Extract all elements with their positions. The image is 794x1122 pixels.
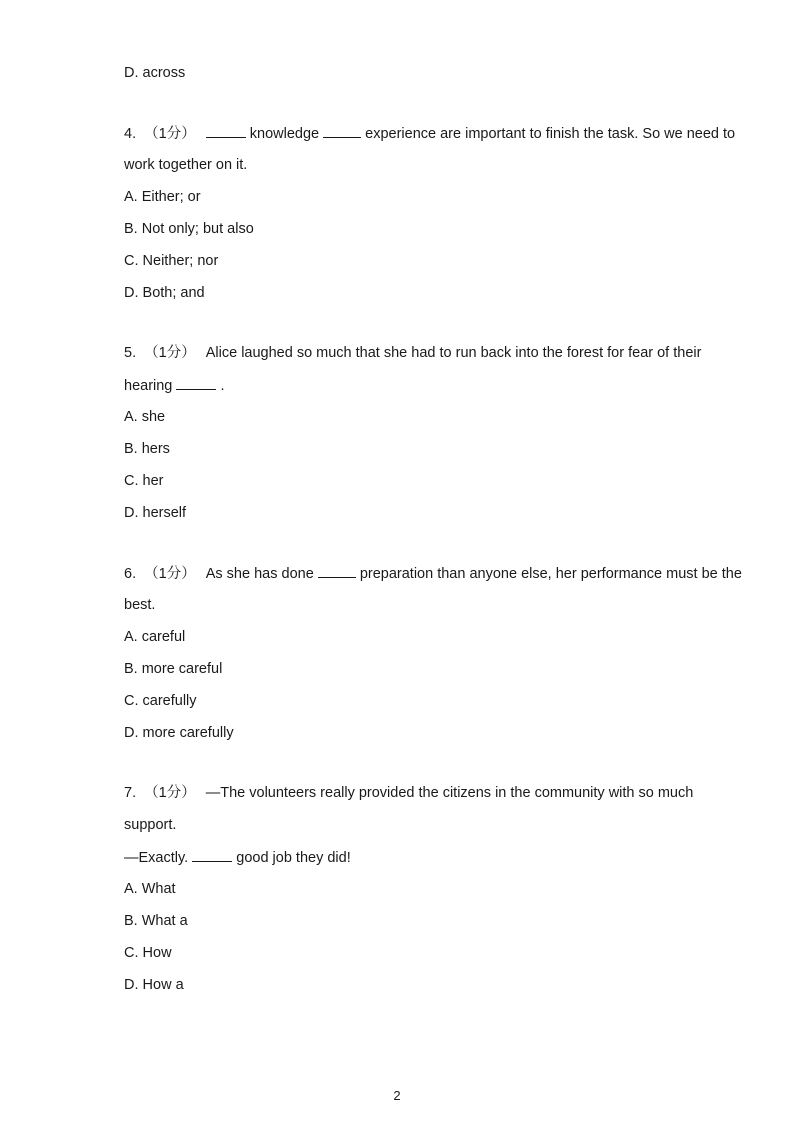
question-7-option-b: B. What a	[124, 913, 188, 929]
page-number: 2	[393, 1088, 401, 1103]
question-5-option-d: D. herself	[124, 505, 187, 521]
question-7-stem-line2: support.	[124, 817, 177, 833]
question-7-option-d: D. How a	[124, 977, 184, 993]
answer-blank	[192, 847, 232, 862]
question-6-stem-line1	[124, 563, 742, 584]
answer-blank	[318, 563, 356, 578]
question-number: 7.	[124, 785, 137, 801]
question-6-option-c: C. carefully	[124, 693, 197, 709]
question-6-option-a: A. careful	[124, 629, 186, 645]
question-score: （1分）	[144, 126, 196, 142]
question-text: —The volunteers really provided the citizens in the community with so much	[205, 785, 694, 801]
question-4-option-c: C. Neither; nor	[124, 253, 219, 269]
question-number: 5.	[124, 345, 137, 361]
question-number: 6.	[124, 566, 137, 582]
question-4-stem-line1	[124, 123, 735, 144]
question-7-option-c: C. How	[124, 945, 172, 961]
question-score: （1分）	[144, 345, 196, 361]
question-text: Alice laughed so much that she had to run back into the forest for fear of their	[205, 345, 702, 361]
question-text: knowledge	[249, 126, 320, 142]
question-7-stem-line1	[124, 783, 693, 803]
question-4-option-a: A. Either; or	[124, 189, 201, 205]
question-6-option-d: D. more carefully	[124, 725, 234, 741]
answer-blank	[323, 123, 361, 138]
answer-blank	[176, 375, 216, 390]
question-5-option-c: C. her	[124, 473, 164, 489]
question-4-option-d: D. Both; and	[124, 285, 205, 301]
question-6-option-b: B. more careful	[124, 661, 223, 677]
option-d-q3: D. across	[124, 65, 186, 81]
answer-blank	[206, 123, 246, 138]
question-text: —Exactly.	[124, 850, 189, 866]
question-4-stem-line2: work together on it.	[124, 157, 248, 173]
question-score: （1分）	[144, 566, 196, 582]
question-5-stem-line1	[124, 343, 701, 363]
question-6-stem-line2: best.	[124, 597, 156, 613]
question-7-stem-line3	[124, 847, 351, 868]
question-score: （1分）	[144, 785, 196, 801]
question-5-stem-line2	[124, 375, 224, 396]
question-4-option-b: B. Not only; but also	[124, 221, 254, 237]
question-text: good job they did!	[236, 850, 351, 866]
question-text: preparation than anyone else, her performance must be the	[359, 566, 742, 582]
question-text: experience are important to finish the task. So we need to	[365, 126, 736, 142]
question-text: hearing	[124, 378, 173, 394]
question-number: 4.	[124, 126, 137, 142]
question-5-option-b: B. hers	[124, 441, 170, 457]
question-7-option-a: A. What	[124, 881, 176, 897]
question-text: .	[220, 378, 225, 394]
question-text: As she has done	[205, 566, 314, 582]
question-5-option-a: A. she	[124, 409, 166, 425]
